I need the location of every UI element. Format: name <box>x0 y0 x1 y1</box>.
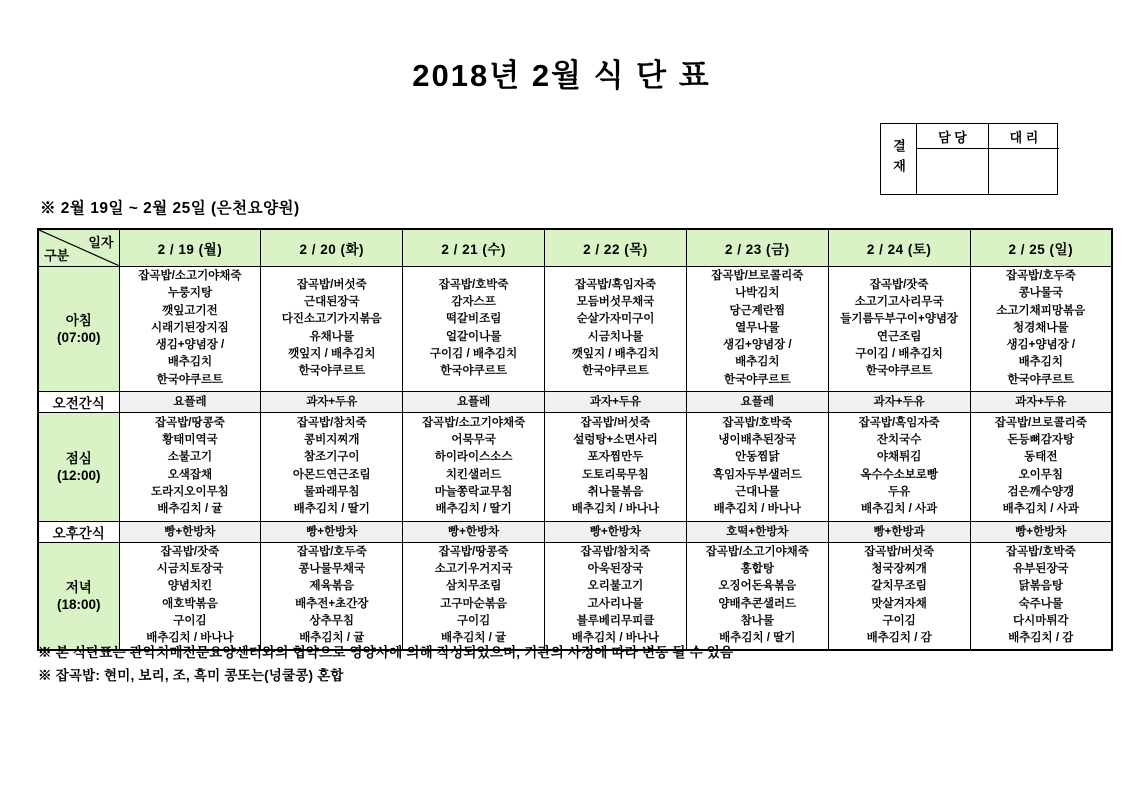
menu-line: 오리불고기 <box>587 580 644 593</box>
meal-cell-dinner-day2 <box>403 542 545 650</box>
menu-line: 열무나물 <box>735 321 780 334</box>
menu-line: 배추전+초간장 <box>295 597 369 610</box>
snack-cell-morning-snack-day1: 과자+두유 <box>261 391 403 412</box>
menu-line: 잡곡밥/호두죽 <box>296 545 367 558</box>
menu-line: 다진소고기가지볶음 <box>281 313 382 326</box>
menu-line: 깻잎지 / 배추김치 <box>571 347 660 360</box>
snack-cell-morning-snack-day4: 요플레 <box>686 391 828 412</box>
approval-stamp-label <box>881 124 917 194</box>
menu-line: 애호박볶음 <box>162 597 218 610</box>
menu-line: 한국야쿠르트 <box>156 373 224 386</box>
meal-cell-lunch-day6 <box>970 412 1112 521</box>
menu-table <box>37 228 1113 651</box>
menu-line: 근대나물 <box>735 485 780 498</box>
menu-line: 참나물 <box>740 615 774 628</box>
approval-col-대리: 대 리 <box>989 124 1059 149</box>
meal-cell-dinner-day1 <box>261 542 403 650</box>
menu-line: 생김+양념장 / <box>722 339 792 352</box>
menu-line: 유채나물 <box>309 330 354 343</box>
menu-line: 배추김치 / 사과 <box>1002 503 1079 516</box>
menu-line: 한국야쿠르트 <box>1007 373 1075 386</box>
menu-line: 잡곡밥/호박죽 <box>438 278 509 291</box>
menu-line: 잡곡밥/호두죽 <box>1005 269 1076 282</box>
menu-line: 구이김 <box>173 615 207 628</box>
snack-cell-morning-snack-day6: 과자+두유 <box>970 391 1112 412</box>
menu-line: 잡곡밥/참치죽 <box>296 416 367 429</box>
menu-line: 콩나물무채국 <box>298 563 366 576</box>
menu-line: 감자스프 <box>451 295 496 308</box>
snack-cell-morning-snack-day5: 과자+두유 <box>828 391 970 412</box>
corner-cell <box>38 229 119 266</box>
row-label-text: 오후간식 <box>52 525 105 541</box>
menu-line: 양념치킨 <box>167 580 213 593</box>
snack-cell-afternoon-snack-day4: 호떡+한방차 <box>686 521 828 542</box>
menu-line: 잡곡밥/버섯죽 <box>580 416 651 429</box>
menu-line: 잡곡밥/땅콩죽 <box>154 416 225 429</box>
note-line: ※ 잡곡밥: 현미, 보리, 조, 흑미 콩또는(넝쿨콩) 혼합 <box>38 667 344 683</box>
menu-line: 배추김치 / 귤 <box>157 503 223 516</box>
menu-line: 설렁탕+소면사리 <box>573 433 658 446</box>
menu-table-wrap <box>37 228 1113 651</box>
menu-line: 시래기된장지짐 <box>151 321 229 334</box>
menu-line: 잡곡밥/소고기야채죽 <box>422 416 526 429</box>
meal-cell-breakfast-day3 <box>545 266 687 391</box>
snack-cell-afternoon-snack-day6: 빵+한방차 <box>970 521 1112 542</box>
meal-cell-breakfast-day0 <box>119 266 261 391</box>
menu-line: 한국야쿠르트 <box>723 373 791 386</box>
corner-label-category: 구분 <box>44 247 70 263</box>
menu-line: 두유 <box>888 485 911 498</box>
snack-cell-afternoon-snack-day5: 빵+한방과 <box>828 521 970 542</box>
menu-row-breakfast <box>38 266 1112 391</box>
menu-line: 홍합탕 <box>740 563 774 576</box>
menu-line: 시금치토장국 <box>156 563 224 576</box>
meal-cell-lunch-day4 <box>686 412 828 521</box>
meal-cell-dinner-day0 <box>119 542 261 650</box>
menu-line: 순살가자미구이 <box>576 313 655 326</box>
approval-sign-cell-2 <box>989 149 1059 194</box>
menu-line: 들기름두부구이+양념장 <box>840 313 959 326</box>
menu-line: 제육볶음 <box>309 580 354 593</box>
meal-cell-breakfast-day1 <box>261 266 403 391</box>
snack-cell-morning-snack-day3: 과자+두유 <box>545 391 687 412</box>
meal-cell-breakfast-day6 <box>970 266 1112 391</box>
day-header-cell: 2 / 20 (화) <box>261 229 403 266</box>
menu-line: 배추김치 / 사과 <box>861 503 938 516</box>
menu-line: 잡곡밥/소고기야채죽 <box>705 545 809 558</box>
menu-line: 참조기구이 <box>303 451 360 464</box>
menu-line: 청국장찌개 <box>871 563 927 576</box>
menu-line: 아몬드연근조림 <box>292 468 371 481</box>
menu-line: 잡곡밥/소고기야채죽 <box>138 269 242 282</box>
menu-line: 배추김치 / 바나나 <box>571 503 660 516</box>
meal-cell-dinner-day3 <box>545 542 687 650</box>
menu-line: 소고기채피망볶음 <box>996 304 1086 317</box>
day-header-cell: 2 / 24 (토) <box>828 229 970 266</box>
menu-line: 구이김 / 배추김치 <box>429 347 518 360</box>
menu-row-afternoon-snack <box>38 521 1112 542</box>
menu-line: 떡갈비조림 <box>445 313 502 326</box>
menu-line: 옥수수소보로빵 <box>860 468 939 481</box>
menu-line: 배추김치 / 감 <box>866 632 932 645</box>
snack-cell-morning-snack-day0: 요플레 <box>119 391 261 412</box>
menu-line: 잡곡밥/버섯죽 <box>296 278 367 291</box>
menu-line: 동태전 <box>1024 451 1058 464</box>
menu-line: 다시마튀각 <box>1013 615 1069 628</box>
menu-line: 깻잎고기전 <box>162 304 218 317</box>
menu-line: 연근조림 <box>876 330 922 343</box>
menu-line: 나박김치 <box>735 287 780 300</box>
meal-cell-dinner-day6 <box>970 542 1112 650</box>
menu-line: 치킨샐러드 <box>445 468 502 481</box>
menu-line: 시금치나물 <box>587 330 644 343</box>
menu-line: 구이김 <box>882 615 916 628</box>
snack-cell-morning-snack-day2: 요플레 <box>403 391 545 412</box>
week-range-subtitle: ※ 2월 19일 ~ 2월 25일 (은천요양원) <box>40 200 300 217</box>
row-label-text: 저녁 <box>65 579 92 595</box>
menu-line: 삼치무조림 <box>445 580 502 593</box>
menu-line: 배추김치 / 귤 <box>299 632 365 645</box>
menu-line: 취나물볶음 <box>587 485 644 498</box>
menu-line: 배추김치 / 딸기 <box>293 503 370 516</box>
menu-line: 잡곡밥/흑임자죽 <box>858 416 940 429</box>
footer-notes <box>38 642 733 687</box>
menu-line: 잡곡밥/브로콜리죽 <box>994 416 1087 429</box>
corner-label-date: 일자 <box>88 235 114 250</box>
row-time-text: (18:00) <box>56 596 101 612</box>
menu-line: 배추김치 <box>167 356 213 369</box>
row-label-text: 아침 <box>65 312 92 328</box>
menu-line: 오징어돈육볶음 <box>718 580 797 593</box>
menu-line: 한국야쿠르트 <box>440 365 507 378</box>
meal-cell-breakfast-day2 <box>403 266 545 391</box>
menu-line: 물파래무침 <box>303 485 360 498</box>
menu-line: 숙주나물 <box>1018 597 1063 610</box>
menu-line: 구이김 / 배추김치 <box>855 347 943 360</box>
day-header-cell: 2 / 23 (금) <box>686 229 828 266</box>
menu-row-lunch <box>38 412 1112 521</box>
menu-line: 도라지오이무침 <box>151 485 229 498</box>
menu-line: 배추김치 / 감 <box>1008 632 1074 645</box>
menu-line: 당근계란찜 <box>729 304 786 317</box>
snack-cell-afternoon-snack-day3: 빵+한방차 <box>545 521 687 542</box>
menu-line: 생김+양념장 / <box>155 339 225 352</box>
row-label-text: 오전간식 <box>52 395 105 411</box>
menu-line: 콩나물국 <box>1018 287 1063 300</box>
menu-line: 블루베리무피클 <box>576 615 655 628</box>
menu-line: 고사리나물 <box>587 597 644 610</box>
page-title: 2018년 2월 식 단 표 <box>412 58 711 93</box>
row-label-dinner <box>38 542 119 650</box>
menu-line: 소고기고사리무국 <box>854 295 944 308</box>
menu-line: 잡곡밥/땅콩죽 <box>438 545 509 558</box>
meal-cell-breakfast-day5 <box>828 266 970 391</box>
menu-line: 깻잎지 / 배추김치 <box>288 347 376 360</box>
snack-cell-afternoon-snack-day1: 빵+한방차 <box>261 521 403 542</box>
approval-stamp-text: 결재 <box>891 139 906 179</box>
menu-line: 안동찜닭 <box>735 451 780 464</box>
row-label-morning-snack <box>38 391 119 412</box>
menu-line: 잡곡밥/잣죽 <box>160 545 220 558</box>
menu-line: 갈치무조림 <box>871 580 927 593</box>
meal-cell-dinner-day5 <box>828 542 970 650</box>
menu-line: 하이라이스소스 <box>434 451 513 464</box>
menu-line: 배추김치 / 바나나 <box>713 503 801 516</box>
menu-line: 한국야쿠르트 <box>865 365 933 378</box>
menu-line: 누룽지탕 <box>167 287 213 300</box>
meal-cell-lunch-day0 <box>119 412 261 521</box>
approval-box <box>880 123 1058 195</box>
snack-cell-afternoon-snack-day0: 빵+한방차 <box>119 521 261 542</box>
menu-line: 흑임자두부샐러드 <box>712 468 802 481</box>
meal-cell-lunch-day2 <box>403 412 545 521</box>
menu-line: 어묵무국 <box>451 433 496 446</box>
menu-line: 한국야쿠르트 <box>298 365 366 378</box>
menu-line: 유부된장국 <box>1013 563 1069 576</box>
menu-line: 검은깨수양갱 <box>1007 485 1075 498</box>
menu-line: 배추김치 / 바나나 <box>571 632 660 645</box>
row-time-text: (12:00) <box>56 467 101 483</box>
menu-line: 콩비지찌개 <box>303 433 360 446</box>
day-header-cell: 2 / 19 (월) <box>119 229 261 266</box>
menu-line: 맛살겨자채 <box>871 597 927 610</box>
menu-line: 배추김치 <box>1018 356 1063 369</box>
meal-cell-lunch-day5 <box>828 412 970 521</box>
menu-line: 얼갈이나물 <box>445 330 502 343</box>
menu-line: 도토리묵무침 <box>582 468 649 481</box>
meal-cell-breakfast-day4 <box>686 266 828 391</box>
menu-line: 잡곡밥/버섯죽 <box>864 545 935 558</box>
row-label-afternoon-snack <box>38 521 119 542</box>
menu-line: 소고기우거지국 <box>434 563 513 576</box>
menu-line: 돈등뼈감자탕 <box>1007 433 1075 446</box>
menu-line: 생김+양념장 / <box>1006 339 1076 352</box>
day-header-cell: 2 / 25 (일) <box>970 229 1112 266</box>
meal-cell-lunch-day3 <box>545 412 687 521</box>
menu-line: 근대된장국 <box>303 295 360 308</box>
menu-line: 잡곡밥/참치죽 <box>580 545 651 558</box>
menu-line: 아욱된장국 <box>587 563 644 576</box>
menu-line: 양배추콘샐러드 <box>718 597 797 610</box>
menu-line: 잡곡밥/흑임자죽 <box>574 278 656 291</box>
row-label-breakfast <box>38 266 119 391</box>
approval-sign-cell-1 <box>917 149 989 194</box>
approval-col-담당: 담 당 <box>917 124 989 149</box>
day-header-row <box>38 229 1112 266</box>
menu-line: 잡곡밥/호박죽 <box>722 416 793 429</box>
menu-line: 오이무침 <box>1018 468 1063 481</box>
menu-line: 청경채나물 <box>1013 321 1069 334</box>
menu-line: 한국야쿠르트 <box>582 365 649 378</box>
menu-line: 배추김치 / 귤 <box>441 632 507 645</box>
menu-line: 상추무침 <box>309 615 354 628</box>
row-label-text: 점심 <box>65 450 92 466</box>
note-line: ※ 본 식단표는 관악치매전문요양센터와의 협약으로 영양사에 의해 작성되었으며, 기관의 사정에 따라 변동 될 수 있음 <box>38 645 734 660</box>
menu-line: 배추김치 / 바나나 <box>146 632 234 645</box>
row-label-lunch <box>38 412 119 521</box>
menu-line: 냉이배추된장국 <box>718 433 797 446</box>
menu-line: 구이김 <box>456 615 491 628</box>
menu-line: 소불고기 <box>167 451 213 464</box>
menu-line: 배추김치 / 딸기 <box>435 503 512 516</box>
menu-line: 포자찜만두 <box>587 451 644 464</box>
meal-cell-dinner-day4 <box>686 542 828 650</box>
row-time-text: (07:00) <box>56 329 101 345</box>
menu-line: 잡곡밥/호박죽 <box>1005 545 1076 558</box>
menu-line: 배추김치 <box>735 356 780 369</box>
menu-line: 잡곡밥/잣죽 <box>869 278 929 291</box>
menu-row-morning-snack <box>38 391 1112 412</box>
menu-line: 마늘쫑락교무침 <box>434 485 513 498</box>
menu-line: 야채튀김 <box>876 451 922 464</box>
menu-line: 닭볶음탕 <box>1018 580 1063 593</box>
snack-cell-afternoon-snack-day2: 빵+한방차 <box>403 521 545 542</box>
menu-row-dinner <box>38 542 1112 650</box>
menu-line: 오색잡채 <box>167 468 213 481</box>
menu-line: 잡곡밥/브로콜리죽 <box>711 269 804 282</box>
day-header-cell: 2 / 22 (목) <box>545 229 687 266</box>
day-header-cell: 2 / 21 (수) <box>403 229 545 266</box>
menu-line: 배추김치 / 딸기 <box>719 632 796 645</box>
meal-cell-lunch-day1 <box>261 412 403 521</box>
menu-line: 고구마순볶음 <box>440 597 507 610</box>
menu-line: 잔치국수 <box>876 433 922 446</box>
menu-line: 황태미역국 <box>162 433 218 446</box>
menu-line: 모듬버섯무채국 <box>576 295 655 308</box>
